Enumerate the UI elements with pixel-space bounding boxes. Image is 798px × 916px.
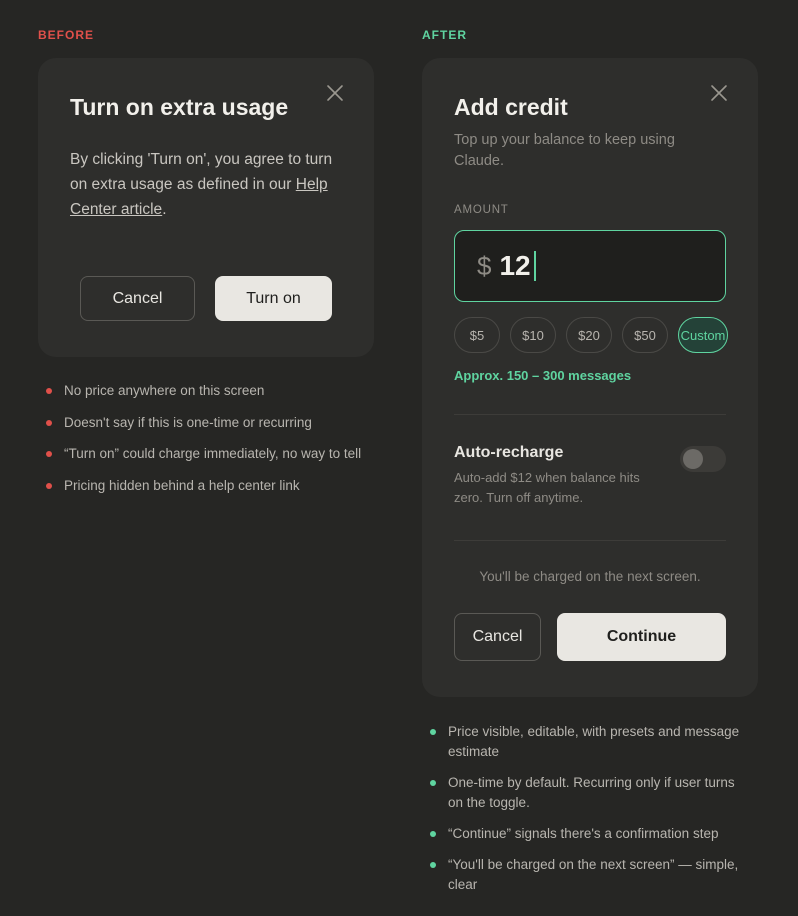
cancel-button[interactable]: Cancel <box>454 613 541 661</box>
bullet-dot <box>46 388 52 394</box>
continue-button[interactable]: Continue <box>557 613 726 661</box>
bullet-dot <box>46 483 52 489</box>
after-label: AFTER <box>422 28 467 42</box>
bullet-dot <box>46 420 52 426</box>
list-item <box>46 444 361 476</box>
currency-symbol: $ <box>477 250 492 281</box>
list-item <box>430 855 750 895</box>
before-label: BEFORE <box>38 28 95 42</box>
note-text: Doesn't say if this is one-time or recurring <box>64 414 312 430</box>
turn-on-extra-usage-dialog <box>38 58 374 357</box>
bullet-dot <box>46 451 52 457</box>
note-text: “Turn on” could charge immediately, no way to tell <box>64 446 362 461</box>
turn-on-button[interactable]: Turn on <box>215 276 332 321</box>
dialog-body <box>70 147 350 222</box>
note-text: Price visible, editable, with presets and message estimate <box>448 724 740 759</box>
after-notes-list <box>430 722 750 906</box>
body-prefix: By clicking 'Turn on', you agree to turn on extra usage as defined in our <box>70 151 333 193</box>
note-text: “Continue” signals there's a confirmation step <box>448 826 719 841</box>
toggle-knob <box>683 449 703 469</box>
close-icon[interactable] <box>710 84 728 102</box>
message-estimate: Approx. 150 – 300 messages <box>454 368 632 383</box>
bullet-dot <box>430 729 436 735</box>
dialog-title: Turn on extra usage <box>70 94 289 120</box>
amount-label: AMOUNT <box>454 204 509 216</box>
note-text: Pricing hidden behind a help center link <box>64 477 300 493</box>
bullet-dot <box>430 831 436 837</box>
bullet-dot <box>430 862 436 868</box>
auto-recharge-title: Auto-recharge <box>454 444 564 461</box>
body-suffix: . <box>162 201 167 218</box>
preset-10-button[interactable]: $10 <box>510 317 556 353</box>
preset-custom-button[interactable]: Custom <box>678 317 728 353</box>
add-credit-dialog <box>422 58 758 697</box>
help-center-link[interactable]: Help Center article <box>70 176 328 218</box>
note-text: No price anywhere on this screen <box>64 383 265 398</box>
divider <box>454 414 726 415</box>
text-caret <box>534 251 536 281</box>
preset-5-button[interactable]: $5 <box>454 317 500 353</box>
list-item <box>430 824 750 844</box>
charge-note: You'll be charged on the next screen. <box>479 569 701 584</box>
bullet-dot <box>430 780 436 786</box>
amount-presets <box>454 317 728 353</box>
preset-20-button[interactable]: $20 <box>566 317 612 353</box>
before-notes-list <box>46 381 361 507</box>
list-item <box>46 413 361 445</box>
auto-recharge-toggle[interactable] <box>680 446 726 472</box>
list-item <box>46 381 361 413</box>
list-item <box>430 773 750 813</box>
dialog-title: Add credit <box>454 94 568 120</box>
dialog-subtitle: Top up your balance to keep using Claude. <box>454 132 675 169</box>
amount-value: 12 <box>499 250 531 281</box>
preset-50-button[interactable]: $50 <box>622 317 668 353</box>
close-icon[interactable] <box>326 84 344 102</box>
cancel-button[interactable]: Cancel <box>80 276 195 321</box>
amount-input[interactable] <box>454 230 726 302</box>
list-item <box>430 722 750 762</box>
list-item <box>46 476 361 508</box>
note-text: “You'll be charged on the next screen” — simple, clear <box>448 857 739 892</box>
divider <box>454 540 726 541</box>
auto-recharge-description: Auto-add $12 when balance hits zero. Turn off anytime. <box>454 470 640 505</box>
note-text: One-time by default. Recurring only if user turns on the toggle. <box>448 775 735 810</box>
